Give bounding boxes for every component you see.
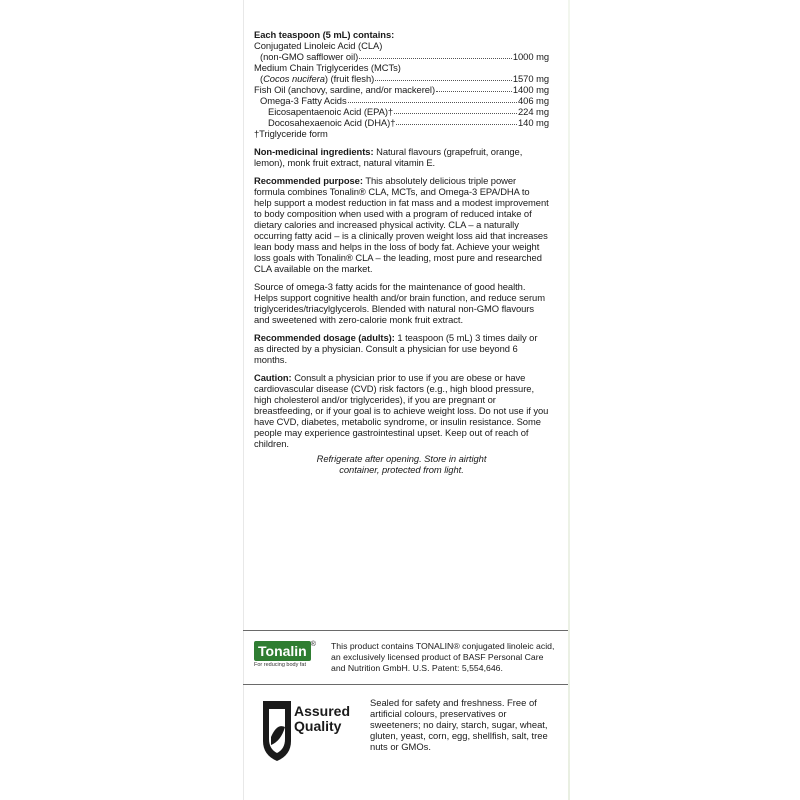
dot-leader xyxy=(359,51,512,59)
facts-value: 1400 mg xyxy=(512,84,549,95)
facts-row xyxy=(254,73,549,84)
tonalin-statement: This product contains TONALIN® conjugated linoleic acid, an exclusively licensed product of BASF Personal Care and Nutrition GmbH. U.S. Patent: 5,554,646. xyxy=(331,641,555,673)
facts-name-pre: ( xyxy=(260,73,264,84)
facts-value: 1570 mg xyxy=(512,73,549,84)
assured-quality-statement: Sealed for safety and freshness. Free of artificial colours, preservatives or sweeteners; no dairy, starch, sugar, wheat, gluten, yeast, corn, egg, shellfish, salt, tree nuts or GMOs. xyxy=(370,697,548,752)
facts-name: Medium Chain Triglycerides (MCTs) xyxy=(254,62,401,73)
facts-name-post: ) (fruit flesh) xyxy=(324,73,375,84)
dot-leader xyxy=(375,73,512,81)
facts-name: Eicosapentaenoic Acid (EPA)† xyxy=(268,106,394,117)
nonmedicinal-ingredients xyxy=(254,146,549,168)
tonalin-logo xyxy=(254,641,328,668)
divider-bottom xyxy=(243,684,568,685)
caution-text: Consult a physician prior to use if you are obese or have cardiovascular disease (CVD) risk factors (e.g., high blood pressure, high cholesterol and/or triglycerides), if you are pregnant or breastfeeding, or if your goal is to achieve weight loss. Do not use if you have CVD, diabetes, metabolic syndrome, or insulin resistance. Some people may experience gastrointestinal upset. Keep out of reach of children. xyxy=(254,372,549,449)
dosage-text: 1 teaspoon (5 mL) 3 times daily or as directed by a physician. Consult a physician for use beyond 6 months. xyxy=(254,332,538,365)
facts-name: (non-GMO safflower oil) xyxy=(260,51,359,62)
facts-name: Conjugated Linoleic Acid (CLA) xyxy=(254,40,383,51)
facts-name xyxy=(260,73,374,84)
facts-footnote: †Triglyceride form xyxy=(254,128,328,139)
storage-line-2: container, protected from light. xyxy=(339,464,464,475)
purpose-text: This absolutely delicious triple power formula combines Tonalin® CLA, MCTs, and Omega-3 EPA/DHA to help support a modest reduction in fat mass and a modest improvement to body composition when used with a program of reduced intake of dietary calories and increased physical activity. CLA – a naturally occurring fatty acid – is a clinically proven weight loss aid that increases lean body mass and helps in the loss of body fat. Achieve your weight loss goals with Tonalin® CLA – the leading, most pure and researched CLA available on the market. xyxy=(254,175,549,274)
purpose-label: Recommended purpose: xyxy=(254,175,363,186)
facts-value: 1000 mg xyxy=(512,51,549,62)
recommended-dosage xyxy=(254,332,549,365)
dot-leader xyxy=(436,84,512,92)
assured-quality-line-1: Assured xyxy=(294,703,351,719)
facts-row xyxy=(254,62,549,73)
facts-row xyxy=(254,106,549,117)
label-edge-stripe xyxy=(568,0,570,800)
nonmedicinal-label: Non-medicinal ingredients: xyxy=(254,146,374,157)
storage-instructions xyxy=(254,453,549,475)
dot-leader xyxy=(348,95,517,103)
facts-value: 140 mg xyxy=(518,117,549,128)
caution xyxy=(254,372,549,449)
facts-name: Fish Oil (anchovy, sardine, and/or mackerel) xyxy=(254,84,436,95)
tonalin-logo-mark: ® xyxy=(310,641,316,648)
facts-table xyxy=(254,40,549,139)
dosage-label: Recommended dosage (adults): xyxy=(254,332,395,343)
facts-value: 224 mg xyxy=(518,106,549,117)
label-content xyxy=(254,29,549,475)
facts-name-italic: Cocos nucifera xyxy=(263,73,325,84)
assured-quality-line-2: Quality xyxy=(294,718,342,734)
dot-leader xyxy=(394,106,517,114)
facts-name: Omega-3 Fatty Acids xyxy=(260,95,347,106)
facts-heading: Each teaspoon (5 mL) contains: xyxy=(254,29,395,40)
facts-row xyxy=(254,117,549,128)
source-statement: Source of omega-3 fatty acids for the maintenance of good health. Helps support cognitive health and/or brain function, and reduce serum triglycerides/triacylglycerols. Blended with natural non-GMO flavours and sweetened with zero-calorie monk fruit extract. xyxy=(254,281,545,325)
dot-leader xyxy=(396,117,517,125)
facts-value: 406 mg xyxy=(518,95,549,106)
storage-line-1: Refrigerate after opening. Store in airtight xyxy=(316,453,487,464)
facts-row xyxy=(254,40,549,51)
caution-label: Caution: xyxy=(254,372,292,383)
assured-quality-title xyxy=(294,704,350,734)
nonmedicinal-text: Natural flavours (grapefruit, orange, lemon), monk fruit extract, natural vitamin E. xyxy=(254,146,523,168)
tonalin-logo-text: Tonalin xyxy=(258,643,307,659)
tonalin-tagline: For reducing body fat xyxy=(254,662,306,668)
divider-top xyxy=(243,630,568,631)
facts-name: Docosahexaenoic Acid (DHA)† xyxy=(268,117,396,128)
facts-row xyxy=(254,84,549,95)
facts-row xyxy=(254,51,549,62)
recommended-purpose xyxy=(254,175,549,274)
tonalin-logo-badge xyxy=(254,641,311,661)
facts-row xyxy=(254,95,549,106)
